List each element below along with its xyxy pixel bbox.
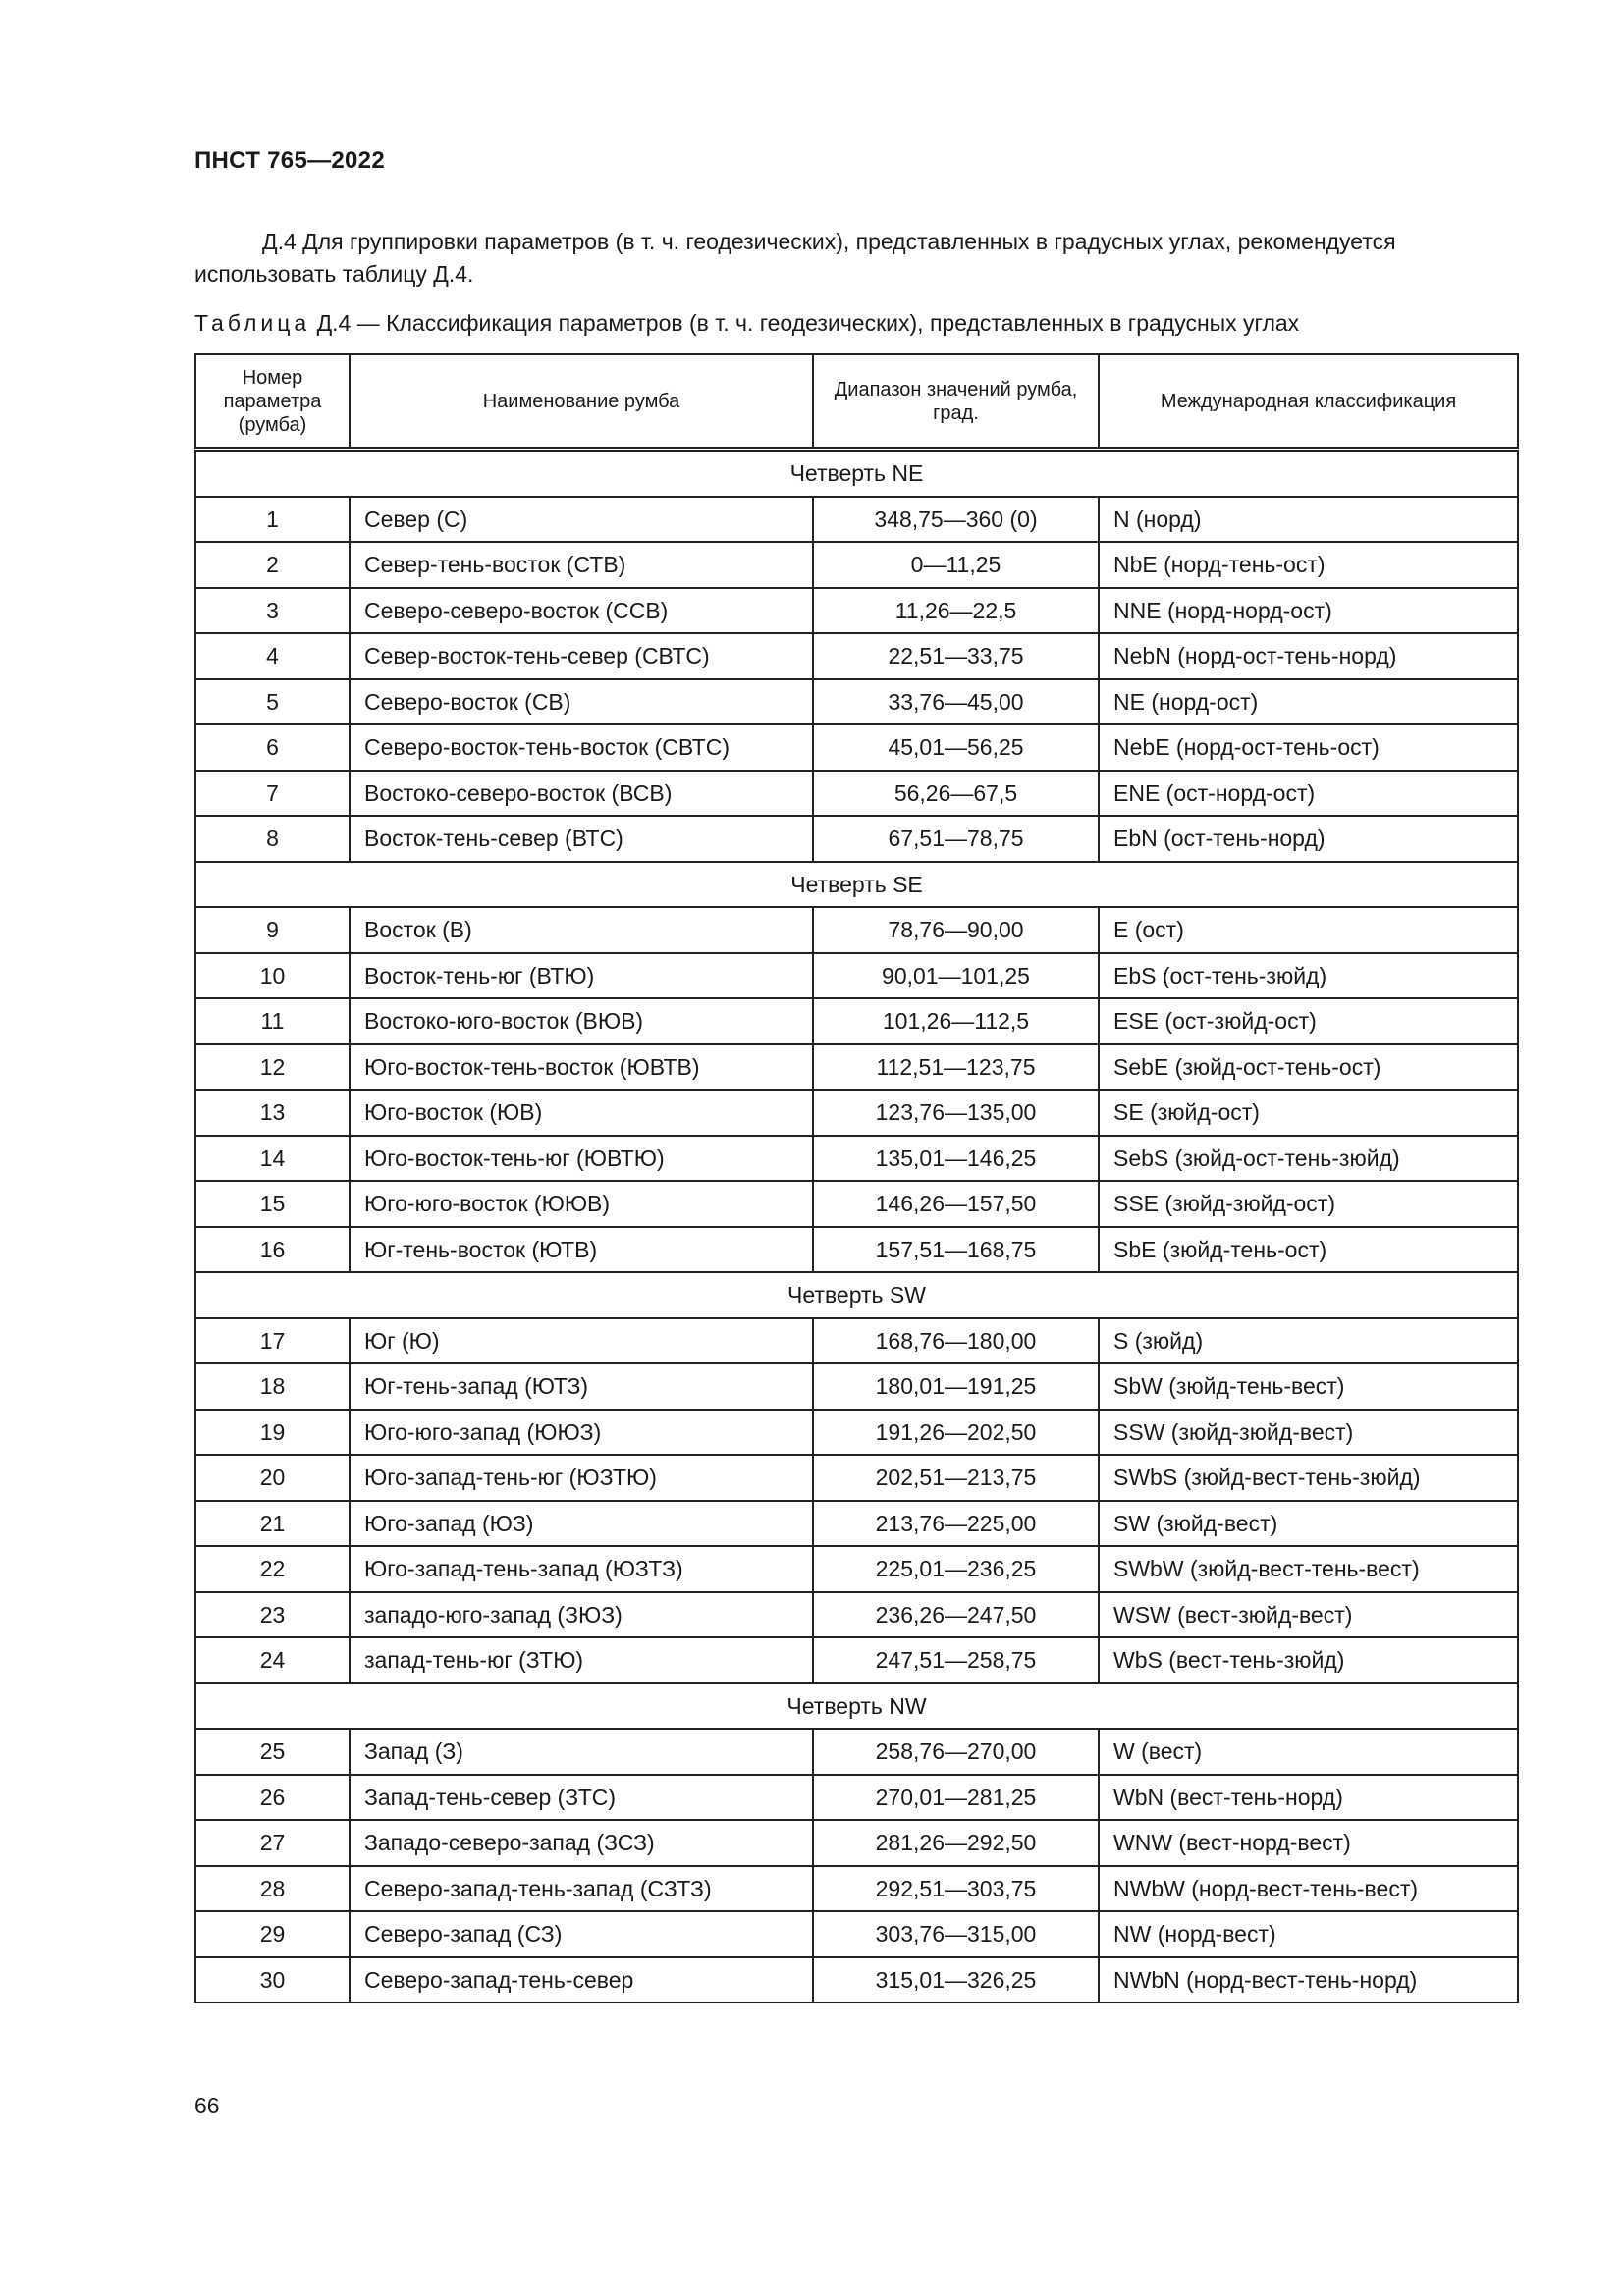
cell-intl: EbN (ост-тень-норд) [1099,816,1518,862]
cell-name: Юг-тень-запад (ЮТЗ) [350,1363,813,1410]
cell-range: 303,76—315,00 [813,1911,1099,1957]
intro-paragraph: Д.4 Для группировки параметров (в т. ч. геодезических), представленных в градусных углах, рекомендуется использовать таблицу Д.4. [194,229,1396,287]
cell-range: 180,01—191,25 [813,1363,1099,1410]
cell-num: 27 [195,1820,350,1866]
cell-intl: SebE (зюйд-ост-тень-ост) [1099,1044,1518,1091]
cell-range: 0—11,25 [813,542,1099,588]
table-row [195,497,1518,543]
cell-name: Юго-восток-тень-восток (ЮВТВ) [350,1044,813,1091]
cell-range: 292,51—303,75 [813,1866,1099,1912]
table-row [195,816,1518,862]
cell-intl: SE (зюйд-ост) [1099,1090,1518,1136]
cell-num: 1 [195,497,350,543]
cell-range: 270,01—281,25 [813,1775,1099,1821]
table-row [195,679,1518,725]
cell-range: 33,76—45,00 [813,679,1099,725]
cell-intl: ENE (ост-норд-ост) [1099,771,1518,817]
cell-intl: E (ост) [1099,907,1518,953]
cell-range: 348,75—360 (0) [813,497,1099,543]
cell-intl: SebS (зюйд-ост-тень-зюйд) [1099,1136,1518,1182]
cell-name: Западо-северо-запад (ЗСЗ) [350,1820,813,1866]
cell-name: Северо-запад (СЗ) [350,1911,813,1957]
cell-num: 3 [195,588,350,634]
quarter-label: Четверть NE [195,450,1518,497]
cell-intl: NW (норд-вест) [1099,1911,1518,1957]
table-row [195,1136,1518,1182]
cell-intl: N (норд) [1099,497,1518,543]
table-row [195,1455,1518,1501]
table-row [195,1090,1518,1136]
header-name: Наименование румба [350,354,813,450]
cell-intl: W (вест) [1099,1729,1518,1775]
cell-name: Северо-запад-тень-запад (СЗТЗ) [350,1866,813,1912]
table-row [195,588,1518,634]
table-row [195,1410,1518,1456]
cell-num: 22 [195,1546,350,1592]
quarter-row [195,450,1518,497]
cell-range: 191,26—202,50 [813,1410,1099,1456]
cell-num: 25 [195,1729,350,1775]
quarter-label: Четверть SW [195,1272,1518,1318]
cell-num: 7 [195,771,350,817]
cell-num: 23 [195,1592,350,1638]
table-row [195,953,1518,999]
cell-name: Юго-восток-тень-юг (ЮВТЮ) [350,1136,813,1182]
cell-num: 30 [195,1957,350,2003]
header-num: Номер параметра (румба) [195,354,350,450]
cell-range: 123,76—135,00 [813,1090,1099,1136]
cell-name: Запад-тень-север (ЗТС) [350,1775,813,1821]
cell-num: 12 [195,1044,350,1091]
cell-num: 26 [195,1775,350,1821]
cell-range: 90,01—101,25 [813,953,1099,999]
cell-range: 101,26—112,5 [813,998,1099,1044]
cell-intl: NebE (норд-ост-тень-ост) [1099,724,1518,771]
cell-intl: NbE (норд-тень-ост) [1099,542,1518,588]
cell-name: Восток-тень-юг (ВТЮ) [350,953,813,999]
cell-intl: SWbW (зюйд-вест-тень-вест) [1099,1546,1518,1592]
quarter-row [195,862,1518,908]
cell-range: 146,26—157,50 [813,1181,1099,1227]
cell-range: 315,01—326,25 [813,1957,1099,2003]
cell-num: 29 [195,1911,350,1957]
table-row [195,998,1518,1044]
cell-name: западо-юго-запад (ЗЮЗ) [350,1592,813,1638]
table-row [195,1546,1518,1592]
cell-range: 247,51—258,75 [813,1637,1099,1683]
cell-num: 2 [195,542,350,588]
cell-name: Запад (З) [350,1729,813,1775]
cell-num: 5 [195,679,350,725]
cell-name: Юго-юго-запад (ЮЮЗ) [350,1410,813,1456]
cell-num: 4 [195,633,350,679]
cell-range: 281,26—292,50 [813,1820,1099,1866]
cell-intl: NE (норд-ост) [1099,679,1518,725]
cell-range: 258,76—270,00 [813,1729,1099,1775]
cell-intl: S (зюйд) [1099,1318,1518,1364]
cell-intl: WNW (вест-норд-вест) [1099,1820,1518,1866]
cell-name: Юг (Ю) [350,1318,813,1364]
cell-num: 10 [195,953,350,999]
cell-intl: SWbS (зюйд-вест-тень-зюйд) [1099,1455,1518,1501]
cell-num: 16 [195,1227,350,1273]
table-caption-label: Таблица [194,310,311,336]
cell-intl: SW (зюйд-вест) [1099,1501,1518,1547]
cell-name: Север-тень-восток (СТВ) [350,542,813,588]
cell-intl: NWbW (норд-вест-тень-вест) [1099,1866,1518,1912]
cell-name: Юго-запад (ЮЗ) [350,1501,813,1547]
cell-name: Север (С) [350,497,813,543]
table-row [195,1227,1518,1273]
cell-intl: NNE (норд-норд-ост) [1099,588,1518,634]
document-code: ПНСТ 765—2022 [194,147,385,174]
cell-num: 19 [195,1410,350,1456]
cell-intl: SbW (зюйд-тень-вест) [1099,1363,1518,1410]
table-row [195,1181,1518,1227]
table-row [195,1318,1518,1364]
cell-name: Юго-восток (ЮВ) [350,1090,813,1136]
table-row [195,771,1518,817]
cell-num: 8 [195,816,350,862]
cell-num: 13 [195,1090,350,1136]
cell-range: 78,76—90,00 [813,907,1099,953]
rumb-classification-table [194,353,1519,2003]
table-caption-text: Д.4 — Классификация параметров (в т. ч. геодезических), представленных в градусных углах [310,310,1300,336]
table-body [195,450,1518,2003]
table-row [195,1044,1518,1091]
cell-intl: SSE (зюйд-зюйд-ост) [1099,1181,1518,1227]
cell-name: Востоко-юго-восток (ВЮВ) [350,998,813,1044]
cell-range: 45,01—56,25 [813,724,1099,771]
cell-num: 15 [195,1181,350,1227]
cell-intl: ESE (ост-зюйд-ост) [1099,998,1518,1044]
cell-range: 56,26—67,5 [813,771,1099,817]
cell-name: запад-тень-юг (ЗТЮ) [350,1637,813,1683]
table-row [195,1911,1518,1957]
cell-name: Северо-запад-тень-север [350,1957,813,2003]
cell-name: Север-восток-тень-север (СВТС) [350,633,813,679]
table-row [195,1501,1518,1547]
cell-intl: NebN (норд-ост-тень-норд) [1099,633,1518,679]
cell-range: 22,51—33,75 [813,633,1099,679]
cell-range: 168,76—180,00 [813,1318,1099,1364]
cell-num: 20 [195,1455,350,1501]
cell-name: Востоко-северо-восток (ВСВ) [350,771,813,817]
cell-intl: NWbN (норд-вест-тень-норд) [1099,1957,1518,2003]
cell-name: Юго-запад-тень-запад (ЮЗТЗ) [350,1546,813,1592]
table-row [195,1957,1518,2003]
page-number: 66 [194,2093,220,2118]
table-row [195,542,1518,588]
cell-num: 18 [195,1363,350,1410]
cell-name: Северо-восток (СВ) [350,679,813,725]
table-row [195,1729,1518,1775]
quarter-label: Четверть NW [195,1683,1518,1730]
table-header-row [195,354,1518,450]
quarter-label: Четверть SE [195,862,1518,908]
quarter-row [195,1272,1518,1318]
table-row [195,1592,1518,1638]
header-range: Диапазон значений румба, град. [813,354,1099,450]
cell-range: 202,51—213,75 [813,1455,1099,1501]
table-row [195,1820,1518,1866]
cell-num: 17 [195,1318,350,1364]
cell-range: 67,51—78,75 [813,816,1099,862]
cell-range: 213,76—225,00 [813,1501,1099,1547]
table-row [195,1363,1518,1410]
table-row [195,633,1518,679]
table-row [195,1866,1518,1912]
cell-intl: WbN (вест-тень-норд) [1099,1775,1518,1821]
cell-num: 9 [195,907,350,953]
cell-range: 157,51—168,75 [813,1227,1099,1273]
cell-num: 6 [195,724,350,771]
cell-range: 112,51—123,75 [813,1044,1099,1091]
cell-num: 28 [195,1866,350,1912]
table-row [195,1775,1518,1821]
cell-intl: WSW (вест-зюйд-вест) [1099,1592,1518,1638]
cell-name: Северо-восток-тень-восток (СВТС) [350,724,813,771]
cell-intl: SSW (зюйд-зюйд-вест) [1099,1410,1518,1456]
cell-num: 21 [195,1501,350,1547]
cell-num: 11 [195,998,350,1044]
table-row [195,1637,1518,1683]
table-row [195,907,1518,953]
cell-range: 225,01—236,25 [813,1546,1099,1592]
header-intl: Международная классификация [1099,354,1518,450]
table-row [195,724,1518,771]
cell-num: 24 [195,1637,350,1683]
cell-name: Юго-запад-тень-юг (ЮЗТЮ) [350,1455,813,1501]
cell-range: 135,01—146,25 [813,1136,1099,1182]
cell-name: Восток-тень-север (ВТС) [350,816,813,862]
cell-intl: EbS (ост-тень-зюйд) [1099,953,1518,999]
cell-intl: WbS (вест-тень-зюйд) [1099,1637,1518,1683]
table-caption [194,310,1299,337]
cell-name: Восток (В) [350,907,813,953]
cell-range: 236,26—247,50 [813,1592,1099,1638]
cell-name: Северо-северо-восток (ССВ) [350,588,813,634]
cell-num: 14 [195,1136,350,1182]
cell-name: Юг-тень-восток (ЮТВ) [350,1227,813,1273]
cell-name: Юго-юго-восток (ЮЮВ) [350,1181,813,1227]
cell-range: 11,26—22,5 [813,588,1099,634]
cell-intl: SbE (зюйд-тень-ост) [1099,1227,1518,1273]
quarter-row [195,1683,1518,1730]
